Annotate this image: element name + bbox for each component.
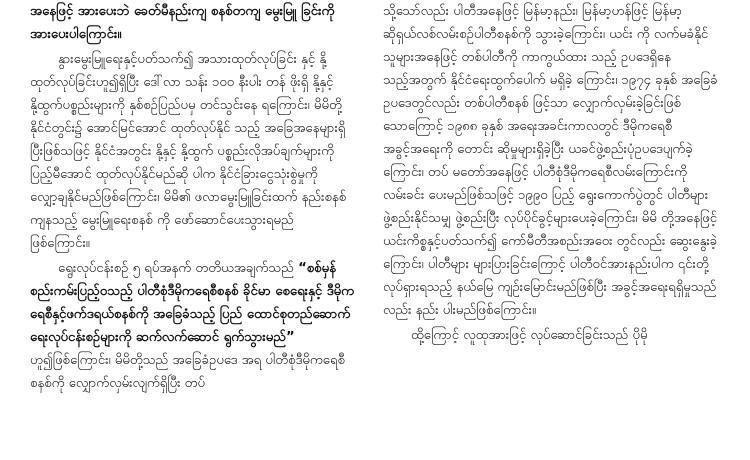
quote-rest: ဟူ၍ဖြစ်ကြောင်း၊ မိမိတို့သည် အခြေခံဥပဒေ အရ ပါတီစုံဒီမိုကရေစီစနစ်ကို လျှောက်လှမ်းလျက်ရှိပြီး တပ်	[30, 353, 345, 391]
paragraph-continuation: အနေဖြင့် အားပေးဘဲ ခေတ်မီနည်းကျ စနစ်တကျ မွေးမြူ ခြင်းကို အားပေးပါကြောင်း။	[30, 4, 335, 42]
quote-text: “စစ်မှန်စည်းကမ်းပြည့်ဝသည့် ပါတီစုံဒီမိုကရေစီစနစ် ခိုင်မာ စေရေးနှင့် ဒီမိုကရေစီနှင့်ဖက်ဒရယ်စနစ်ကို အခြေခံသည့် ပြည် ထောင်စုတည်ဆောက်ရေးလုပ်ငန်းစဉ်များကို ဆက်လက်ဆောင် ရွက်သွားမည်”	[30, 261, 355, 345]
right-column	[383, 0, 718, 460]
left-column	[30, 0, 355, 460]
paragraph-next: ထို့ကြောင့် လူထုအားဖြင့် လုပ်ဆောင်ခြင်းသည် ပိုမို	[411, 328, 648, 343]
quote-intro: ရွေးလုပ်ငန်းစဉ် ၅ ရပ်အနက် တတိယအချက်သည်	[58, 261, 294, 276]
paragraph-quote	[30, 257, 355, 395]
paragraph-party-system: သို့သော်လည်း ပါတီအနေဖြင့် မြန်မာ့နည်း၊ မြန်မာ့ဟန်ဖြင့် မြန်မာ့ဆိုရှယ်လစ်လမ်းစဉ်ပါတီစနစ်ကို သွားခဲ့ကြောင်း၊ ယင်း ကို လက်မခံနိုင်သူများအနေဖြင့် တစ်ပါတီကို ကာကွယ်ထား သည့် ဥပဒေရှိနေသည့်အတွက် နိုင်ငံရေးထွက်ပေါက် မရှိခဲ့ ကြောင်း၊ ၁၉၇၄ ခုနှစ် အခြေခံဥပဒေတွင်လည်း တစ်ပါတီစနစ် ဖြင့်သာ လျှောက်လှမ်းခဲ့ခြင်းဖြစ်သောကြောင့် ၁၉၈၈ ခုနှစ် အရေးအခင်းကာလတွင် ဒီမိုကရေစီအခွင့်အရေးကို တောင်း ဆိုမှုများရှိခဲ့ပြီး ယခင်ဖွဲ့စည်းပုံဥပဒေပျက်ခဲ့ကြောင်း၊ တပ် မတော်အနေဖြင့် ပါတီစုံဒီမိုကရေစီလမ်းကြောင်းကို လမ်းခင်း ပေးမည်ဖြစ်သဖြင့် ၁၉၉၀ ပြည့် ရွေးကောက်ပွဲတွင် ပါတီများ ဖွဲ့စည်းနိုင်သမျှ ဖွဲ့စည်းပြီး လုပ်ပိုင်ခွင့်များပေးခဲ့ကြောင်း၊ မိမိ တို့အနေဖြင့် ယင်းကိစ္စနှင့်ပတ်သက်၍ ကော်မီတီအစည်းအဝေး တွင်လည်း ဆွေးနွေးခဲ့ကြောင်း၊ ပါတီများ များပြားခြင်းကြောင့် ပါတီဝင်အားနည်းပါက ၎င်းတို့လုပ်ရှားရသည့် နယ်မြေ ကျဉ်းမြောင်းမည်ဖြစ်ပြီး အခွင့်အရေးရရှိမှုသည်လည်း နည်း ပါးမည်ဖြစ်ကြောင်း။	[383, 4, 718, 318]
paragraph-dairy: နွားမွေးမြူရေးနှင့်ပတ်သက်၍ အသားထုတ်လုပ်ခြင်း နှင့် နို့ထုတ်လုပ်ခြင်းဟူ၍ရှိပြီး ဒေါ်လာ သန်း ၁၀၀ နီးပါး တန် ဖိုးရှိ နို့နှင့် နို့ထွက်ပစ္စည်းများကို နှစ်စဉ်ပြည်ပမှ တင်သွင်းနေ ရကြောင်း၊ မိမိတို့နိုင်ငံတွင်း၌ အောင်မြင်အောင် ထုတ်လုပ်နိုင် သည့် အခြေအနေများရှိပြီးဖြစ်သဖြင့် နိုင်ငံအတွင်း နို့နှင့် နို့ထွက် ပစ္စည်းလိုအပ်ချက်များကို ပြည့်မီအောင် ထုတ်လုပ်နိုင်မည်ဆို ပါက နိုင်ငံခြားငွေသုံးစွဲမှုကို လျှော့ချနိုင်မည်ဖြစ်ကြောင်း၊ မိမိ၏ ဖလာမွေးမြူခြင်းထက် နည်းစနစ်ကျနသည့် မွေးမြူရေးစနစ် ကို ဖော်ဆောင်ပေးသွားရမည် ဖြစ်ကြောင်း။	[30, 52, 347, 251]
